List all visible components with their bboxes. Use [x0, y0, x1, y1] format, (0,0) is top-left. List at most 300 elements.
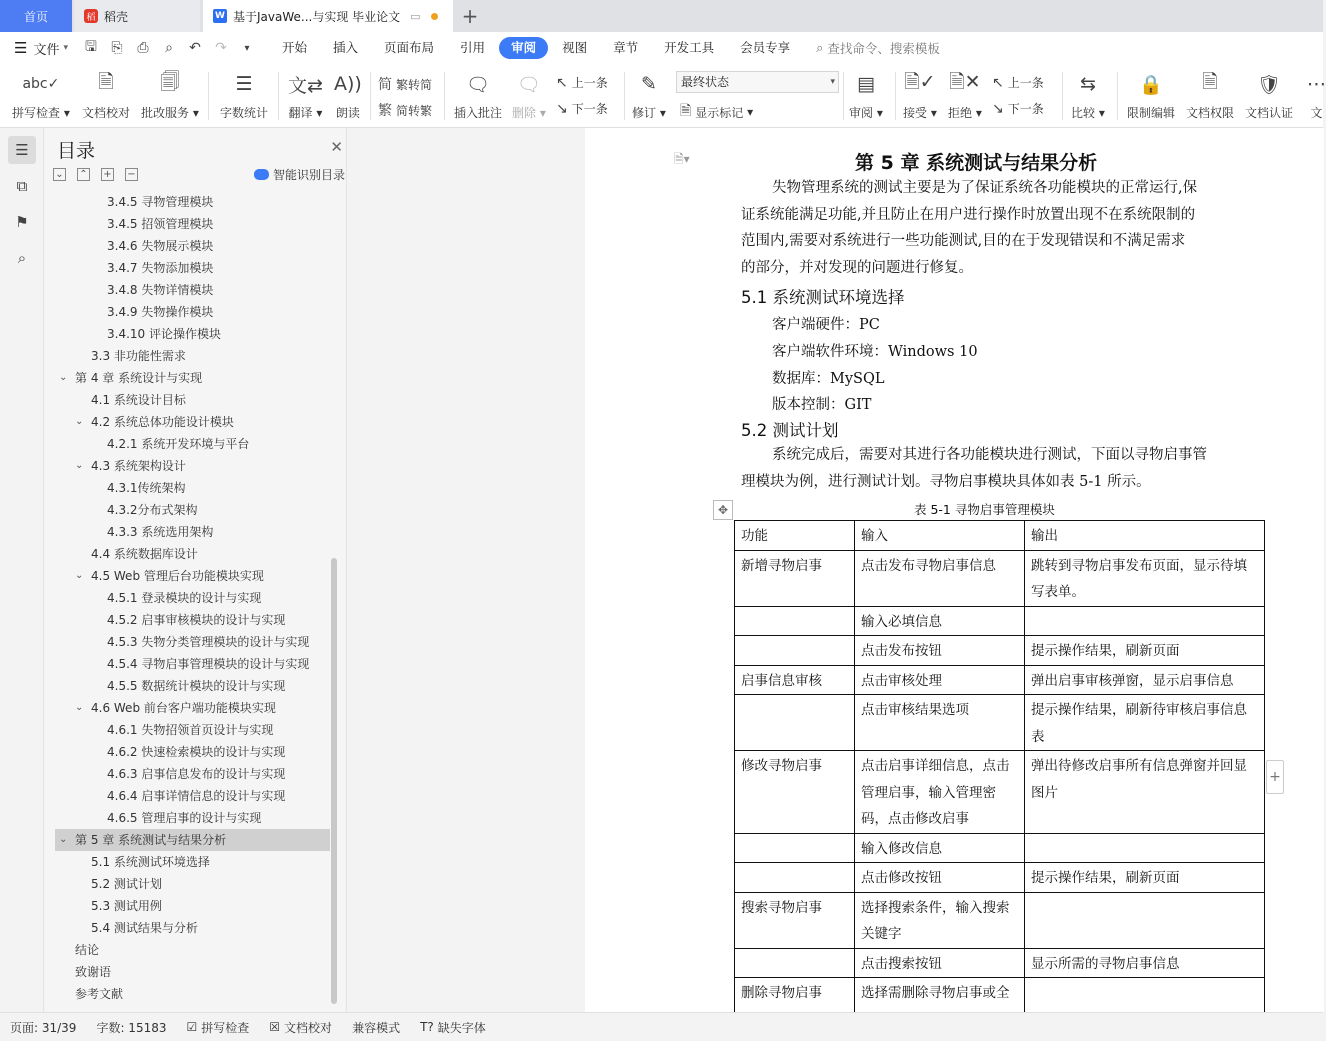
- table-cell[interactable]: 输入必填信息: [855, 606, 1025, 636]
- command-search-placeholder: 查找命令、搜索模板: [827, 41, 940, 56]
- menu-tab-view[interactable]: 视图: [562, 40, 588, 55]
- tab-home[interactable]: [0, 0, 72, 32]
- tab-daoke-label: 稻壳: [104, 9, 129, 24]
- toc-item-label: 4.5.2 启事审核模块的设计与实现: [107, 613, 286, 627]
- spell-check-icon: abc✓: [22, 76, 60, 92]
- menu-tab-references[interactable]: 引用: [460, 40, 486, 55]
- trad-to-simp-label: 繁转简: [396, 77, 433, 92]
- table-row: [735, 751, 1265, 834]
- next-change-icon: ↘: [992, 100, 1004, 117]
- toc-item-label: 第 4 章 系统设计与实现: [75, 371, 203, 385]
- table-row: [735, 892, 1265, 948]
- add-panel-button[interactable]: +: [1266, 760, 1284, 794]
- toc-item[interactable]: [45, 213, 330, 235]
- chevron-down-icon[interactable]: ⌄: [75, 702, 84, 713]
- prev-change-button[interactable]: [992, 74, 1044, 91]
- toc-item[interactable]: [45, 587, 330, 609]
- print-preview-icon[interactable]: ⌕: [165, 40, 173, 56]
- spell-check-status[interactable]: [187, 1019, 250, 1036]
- toc-item-label: 5.3 测试用例: [91, 899, 162, 913]
- add-heading-icon[interactable]: +: [101, 168, 114, 181]
- show-markup-icon: 🗎: [680, 103, 692, 119]
- table-cell[interactable]: [735, 695, 855, 751]
- intro-line: 证系统能满足功能,并且防止在用户进行操作时放置出现不在系统限制的: [741, 206, 1196, 223]
- batch-service-icon: 🗐: [160, 71, 180, 93]
- remove-heading-icon[interactable]: −: [125, 168, 138, 181]
- toc-item[interactable]: [45, 499, 330, 521]
- reject-icon: 🗎✕: [949, 71, 981, 93]
- toc-scrollbar[interactable]: [331, 558, 337, 1004]
- toc-item[interactable]: [45, 631, 330, 653]
- compare-button[interactable]: ⇆ 比较 ▾: [1071, 70, 1105, 121]
- ribbon-divider: [624, 72, 625, 120]
- toc-item[interactable]: [45, 257, 330, 279]
- toc-item[interactable]: [45, 873, 330, 895]
- doc-proofread-button[interactable]: [82, 70, 130, 121]
- trad-simp-icon: 简: [378, 77, 392, 93]
- translate-button[interactable]: 文⇄ 翻译 ▾: [288, 70, 323, 121]
- toc-item[interactable]: [45, 411, 330, 433]
- table-caption: 表 5-1 寻物启事管理模块: [914, 502, 1055, 517]
- toc-item-label: 参考文献: [75, 987, 124, 1001]
- review-pane-button[interactable]: ▤ 审阅 ▾: [849, 70, 883, 121]
- ribbon-divider: [208, 72, 209, 120]
- toc-item[interactable]: [45, 345, 330, 367]
- export-pdf-icon[interactable]: ⎘: [111, 40, 123, 56]
- doc-certify-button[interactable]: [1245, 70, 1293, 121]
- menu-bar: [0, 32, 1323, 64]
- toc-item-label: 4.6.4 启事详情信息的设计与实现: [107, 789, 286, 803]
- chevron-down-icon[interactable]: ⌄: [59, 834, 68, 845]
- undo-icon[interactable]: ↶: [189, 40, 201, 56]
- save-icon[interactable]: 🖫: [85, 39, 97, 55]
- toc-item-label: 致谢语: [75, 965, 112, 979]
- toc-item[interactable]: [45, 741, 330, 763]
- toc-item-label: 3.4.8 失物详情模块: [107, 283, 214, 297]
- markup-state-select[interactable]: [676, 71, 839, 93]
- table-cell[interactable]: [735, 948, 855, 978]
- writer-doc-icon: W: [213, 9, 227, 23]
- ribbon-divider: [843, 72, 844, 120]
- window-mode-icon[interactable]: ▭: [410, 9, 421, 23]
- prev-comment-button[interactable]: [556, 74, 608, 91]
- table-cell[interactable]: 点击搜索按钮: [855, 948, 1025, 978]
- permission-icon: 🗎: [1202, 71, 1218, 93]
- plan-line: 理模块为例，进行测试计划。寻物启事模块具体如表 5-1 所示。: [741, 473, 1151, 490]
- toc-item[interactable]: [45, 609, 330, 631]
- restrict-editing-button[interactable]: [1127, 70, 1175, 121]
- next-comment-label: 下一条: [571, 102, 608, 116]
- smart-toc-button[interactable]: [254, 166, 345, 183]
- toc-item[interactable]: [45, 455, 330, 477]
- more-ribbon-label: 文: [1310, 106, 1323, 120]
- simp-to-trad-button[interactable]: [378, 100, 432, 120]
- toc-item[interactable]: [45, 389, 330, 411]
- toc-item-label: 4.1 系统设计目标: [91, 393, 186, 407]
- translate-label: 翻译: [288, 106, 313, 120]
- toc-item-label: 4.5.3 失物分类管理模块的设计与实现: [107, 635, 310, 649]
- toc-item[interactable]: [45, 697, 330, 719]
- toc-item-label: 4.3.2分布式架构: [107, 503, 198, 517]
- toc-item-label: 5.4 测试结果与分析: [91, 921, 198, 935]
- certify-icon: 🛡: [1256, 73, 1282, 96]
- hamburger-icon: ☰: [14, 39, 28, 57]
- delete-comment-button[interactable]: 🗨 删除 ▾: [512, 70, 546, 121]
- table-cell[interactable]: [735, 833, 855, 863]
- ribbon-divider: [444, 72, 445, 120]
- toc-item[interactable]: [45, 895, 330, 917]
- table-cell[interactable]: 新增寻物启事: [735, 550, 855, 606]
- table-cell[interactable]: [1025, 892, 1265, 948]
- toc-item-label: 4.2 系统总体功能设计模块: [91, 415, 234, 429]
- table-cell[interactable]: 提示操作结果，刷新页面: [1025, 863, 1265, 893]
- table-row: [735, 833, 1265, 863]
- spell-check-label: 拼写检查: [12, 106, 61, 120]
- font-warning-icon: T?: [420, 1020, 434, 1034]
- smart-toc-label: 智能识别目录: [272, 168, 345, 182]
- table-header-cell[interactable]: 输出: [1025, 521, 1265, 551]
- next-comment-icon: ↘: [556, 100, 568, 117]
- test-plan-table[interactable]: [734, 520, 1265, 1034]
- toc-item[interactable]: [45, 433, 330, 455]
- toc-title: 目录: [57, 140, 96, 162]
- table-cell[interactable]: 选择搜索条件，输入搜索关键字: [855, 892, 1025, 948]
- toc-item-label: 4.6.3 启事信息发布的设计与实现: [107, 767, 286, 781]
- doc-certify-label: 文档认证: [1245, 106, 1294, 120]
- prev-change-icon: ↖: [992, 74, 1004, 91]
- markup-state-value: 最终状态: [681, 75, 730, 89]
- toc-item[interactable]: [45, 983, 330, 1005]
- tab-document-label: 基于JavaWe...与实现 毕业论文: [233, 9, 401, 24]
- ribbon-divider: [1062, 72, 1063, 120]
- toc-item[interactable]: [45, 191, 330, 213]
- prev-comment-label: 上一条: [571, 76, 608, 90]
- table-cell[interactable]: 点击启事详细信息，点击管理启事，输入管理密码，点击修改启事: [855, 751, 1025, 834]
- doc-permission-label: 文档权限: [1186, 106, 1235, 120]
- menu-tab-developer[interactable]: 开发工具: [664, 40, 715, 55]
- new-tab-button[interactable]: +: [461, 4, 479, 28]
- daoke-logo-icon: 稻: [84, 9, 98, 23]
- toc-item-label: 3.4.6 失物展示模块: [107, 239, 214, 253]
- table-cell[interactable]: 提示操作结果，刷新页面: [1025, 636, 1265, 666]
- env-line: 版本控制：GIT: [772, 397, 872, 413]
- toc-item[interactable]: [45, 367, 330, 389]
- checkbox-icon: ☑: [186, 1020, 198, 1034]
- chapter-nav-icon[interactable]: ⧉: [16, 177, 28, 195]
- toc-item[interactable]: [45, 961, 330, 983]
- unsaved-dot-icon: [431, 13, 438, 20]
- track-changes-label: 修订: [632, 106, 657, 120]
- table-header-cell[interactable]: 输入: [855, 521, 1025, 551]
- intro-line: 范围内,需要对系统进行一些功能测试,目的在于发现错误和不满足需求: [741, 233, 1186, 250]
- prev-change-label: 上一条: [1007, 76, 1044, 90]
- print-icon[interactable]: ⎙: [137, 40, 149, 56]
- table-row: [735, 948, 1265, 978]
- robot-icon: [254, 169, 269, 180]
- table-row: [735, 695, 1265, 751]
- compat-mode-indicator: 兼容模式: [352, 1020, 401, 1035]
- insert-comment-button[interactable]: [454, 70, 502, 121]
- toc-item[interactable]: [45, 851, 330, 873]
- toc-item-label: 3.3 非功能性需求: [91, 349, 186, 363]
- reject-button[interactable]: 🗎✕ 拒绝 ▾: [948, 71, 982, 120]
- read-aloud-button[interactable]: [334, 70, 362, 121]
- collapse-all-icon[interactable]: ⌃: [77, 168, 90, 181]
- trad-to-simp-button[interactable]: [378, 74, 432, 94]
- accept-button[interactable]: 🗎✓ 接受 ▾: [903, 71, 937, 120]
- batch-service-label: 批改服务: [141, 106, 190, 120]
- toc-item-label: 4.5.4 寻物启事管理模块的设计与实现: [107, 657, 310, 671]
- simp-trad-icon: 繁: [378, 103, 392, 119]
- spell-check-status-label: 拼写检查: [201, 1020, 250, 1035]
- compare-label: 比较: [1071, 106, 1096, 120]
- table-cell[interactable]: 跳转到寻物启事发布页面，显示待填写表单。: [1025, 550, 1265, 606]
- toc-item-label: 4.6.2 快速检索模块的设计与实现: [107, 745, 286, 759]
- command-search[interactable]: [816, 39, 940, 57]
- toc-item-label: 3.4.10 评论操作模块: [107, 327, 221, 341]
- chevron-down-icon[interactable]: ⌄: [75, 460, 84, 471]
- quick-access-toolbar: [82, 36, 256, 60]
- paragraph-menu-icon[interactable]: 🗎▾: [674, 152, 690, 166]
- env-line: 客户端软件环境：Windows 10: [772, 344, 978, 360]
- ribbon-divider: [370, 72, 371, 120]
- toc-item-label: 4.2.1 系统开发环境与平台: [107, 437, 250, 451]
- toc-item[interactable]: [45, 939, 330, 961]
- table-cell[interactable]: 弹出待修改启事所有信息弹窗并回显图片: [1025, 751, 1265, 834]
- show-markup-label: 显示标记: [695, 105, 744, 120]
- tab-document[interactable]: [203, 0, 453, 32]
- review-pane-label: 审阅: [849, 106, 874, 120]
- intro-line: 的部分，并对发现的问题进行修复。: [741, 260, 973, 277]
- proofread-icon: 🗎: [98, 71, 114, 93]
- word-count-indicator[interactable]: 字数: 15183: [96, 1020, 167, 1035]
- table-cell[interactable]: 点击修改按钮: [855, 863, 1025, 893]
- toc-panel: [45, 128, 345, 1012]
- toc-item-label: 4.3 系统架构设计: [91, 459, 186, 473]
- expand-all-icon[interactable]: ⌄: [53, 168, 66, 181]
- review-ribbon: [0, 64, 1326, 128]
- toc-item-label: 4.6.5 管理启事的设计与实现: [107, 811, 262, 825]
- section-heading: 5.2 测试计划: [741, 421, 839, 440]
- table-cell[interactable]: 点击审核结果选项: [855, 695, 1025, 751]
- table-cell[interactable]: 删除寻物启事: [735, 978, 855, 1034]
- insert-comment-label: 插入批注: [454, 106, 503, 120]
- table-header-cell[interactable]: 功能: [735, 521, 855, 551]
- toc-item-label: 4.5 Web 管理后台功能模块实现: [91, 569, 264, 583]
- accept-icon: 🗎✓: [904, 71, 936, 93]
- status-bar: [0, 1012, 1323, 1041]
- table-cell[interactable]: 输入修改信息: [855, 833, 1025, 863]
- menu-tab-review[interactable]: 审阅: [499, 37, 548, 59]
- toc-item[interactable]: [45, 323, 330, 345]
- toc-item[interactable]: [45, 917, 330, 939]
- more-ribbon-button[interactable]: [1307, 70, 1326, 121]
- toc-item[interactable]: [45, 763, 330, 785]
- toc-item-label: 4.3.3 系统选用架构: [107, 525, 214, 539]
- toc-item-label: 5.1 系统测试环境选择: [91, 855, 210, 869]
- toc-item[interactable]: [45, 565, 330, 587]
- chevron-down-icon: ▾: [830, 77, 835, 87]
- chapter-title: 第 5 章 系统测试与结果分析: [855, 152, 1098, 174]
- toc-item-label: 4.6.1 失物招领首页设计与实现: [107, 723, 274, 737]
- ribbon-divider: [278, 72, 279, 120]
- toc-item[interactable]: [45, 675, 330, 697]
- menu-tab-start[interactable]: 开始: [282, 40, 308, 55]
- compare-icon: ⇆: [1079, 73, 1096, 95]
- batch-service-button[interactable]: 🗐 批改服务 ▾: [141, 71, 199, 120]
- next-comment-button[interactable]: [556, 100, 608, 117]
- restrict-editing-label: 限制编辑: [1127, 106, 1176, 120]
- toc-item-label: 4.5.1 登录模块的设计与实现: [107, 591, 262, 605]
- page-indicator[interactable]: 页面: 31/39: [10, 1020, 77, 1035]
- toc-item-label: 4.6 Web 前台客户端功能模块实现: [91, 701, 276, 715]
- toc-item-label: 3.4.7 失物添加模块: [107, 261, 214, 275]
- toc-list: [45, 191, 337, 1007]
- env-line: 客户端硬件：PC: [772, 317, 880, 333]
- table-cell[interactable]: 选择需删除寻物启事或全: [855, 978, 1025, 1034]
- customize-quick-icon[interactable]: ▾: [244, 42, 250, 54]
- review-pane-icon: ▤: [856, 73, 875, 95]
- plan-line: 系统完成后，需要对其进行各功能模块进行测试，下面以寻物启事管: [772, 447, 1207, 463]
- tab-daoke[interactable]: [74, 0, 200, 32]
- doc-permission-button[interactable]: [1186, 70, 1234, 121]
- table-cell[interactable]: 修改寻物启事: [735, 751, 855, 834]
- toc-item-label: 3.4.9 失物操作模块: [107, 305, 214, 319]
- table-cell[interactable]: [735, 606, 855, 636]
- tab-home-label: 首页: [23, 9, 48, 24]
- file-menu[interactable]: [14, 39, 68, 58]
- word-count-button[interactable]: [220, 70, 268, 121]
- word-count-icon: ☰: [235, 73, 253, 95]
- table-cell[interactable]: [735, 636, 855, 666]
- tab-bar: [0, 0, 1323, 32]
- ribbon-divider: [895, 72, 896, 120]
- table-row: [735, 606, 1265, 636]
- menu-tab-layout[interactable]: 页面布局: [384, 40, 435, 55]
- table-row: [735, 863, 1265, 893]
- toc-item-label: 3.4.5 招领管理模块: [107, 217, 214, 231]
- intro-line: 失物管理系统的测试主要是为了保证系统各功能模块的正常运行,保: [772, 180, 1198, 196]
- lock-icon: 🔒: [1139, 73, 1163, 96]
- plan-paragraph: [741, 442, 1251, 495]
- menu-tab-insert[interactable]: 插入: [333, 40, 359, 55]
- toc-item-label: 3.4.5 寻物管理模块: [107, 195, 214, 209]
- menu-tab-member[interactable]: 会员专享: [740, 40, 791, 55]
- missing-font-button[interactable]: [420, 1019, 486, 1036]
- toc-item[interactable]: [45, 807, 330, 829]
- table-cell[interactable]: 提示操作结果，刷新待审核启事信息表: [1025, 695, 1265, 751]
- toc-item[interactable]: [45, 235, 330, 257]
- table-cell[interactable]: 点击发布按钮: [855, 636, 1025, 666]
- section-heading: 5.1 系统测试环境选择: [741, 288, 905, 307]
- show-markup-button[interactable]: 🗎 显示标记 ▾: [680, 100, 753, 124]
- menu-tabs: [270, 37, 804, 59]
- delete-comment-icon: 🗨: [516, 73, 541, 96]
- word-count-label: 字数统计: [220, 106, 269, 120]
- proofread-status[interactable]: [269, 1019, 332, 1036]
- nav-icon-strip: [0, 128, 44, 1012]
- table-cell[interactable]: [1025, 606, 1265, 636]
- toc-item-label: 第 5 章 系统测试与结果分析: [75, 833, 227, 847]
- table-cell[interactable]: 显示所需的寻物启事信息: [1025, 948, 1265, 978]
- table-cell[interactable]: [1025, 833, 1265, 863]
- simp-to-trad-label: 简转繁: [396, 103, 433, 118]
- chevron-down-icon: ▾: [63, 43, 68, 53]
- table-move-handle-icon[interactable]: ✥: [713, 500, 733, 520]
- table-cell[interactable]: 点击发布寻物启事信息: [855, 550, 1025, 606]
- table-cell[interactable]: [735, 863, 855, 893]
- table-row: [735, 636, 1265, 666]
- toc-item-label: 结论: [75, 943, 100, 957]
- toc-item[interactable]: [45, 477, 330, 499]
- track-changes-button[interactable]: ✎ 修订 ▾: [632, 70, 666, 121]
- chevron-down-icon[interactable]: ⌄: [75, 570, 84, 581]
- chevron-down-icon[interactable]: ⌄: [59, 372, 68, 383]
- read-aloud-label: 朗读: [335, 106, 360, 120]
- menu-tab-chapter[interactable]: 章节: [613, 40, 639, 55]
- reject-label: 拒绝: [948, 106, 973, 120]
- spell-check-button[interactable]: abc✓ 拼写检查 ▾: [12, 70, 70, 121]
- toc-item[interactable]: [45, 543, 330, 565]
- toc-item[interactable]: [45, 653, 330, 675]
- read-aloud-icon: A)): [334, 73, 362, 95]
- prev-comment-icon: ↖: [556, 74, 568, 91]
- translate-icon: 文⇄: [288, 74, 323, 97]
- accept-label: 接受: [903, 106, 928, 120]
- next-change-button[interactable]: [992, 100, 1044, 117]
- bookmark-icon[interactable]: ⚑: [15, 213, 29, 231]
- next-change-label: 下一条: [1007, 102, 1044, 116]
- toc-item[interactable]: [45, 301, 330, 323]
- chevron-down-icon[interactable]: ⌄: [75, 416, 84, 427]
- missing-font-label: 缺失字体: [437, 1020, 486, 1035]
- proofread-status-label: 文档校对: [284, 1020, 333, 1035]
- search-icon[interactable]: ⌕: [17, 249, 27, 267]
- proofread-icon: ☒: [269, 1020, 281, 1034]
- env-line: 数据库：MySQL: [772, 371, 885, 387]
- toc-item-label: 4.3.1传统架构: [107, 481, 186, 495]
- toc-item[interactable]: [45, 279, 330, 301]
- close-icon[interactable]: ✕: [330, 138, 343, 156]
- search-icon: ⌕: [816, 40, 824, 56]
- intro-paragraph: [741, 175, 1251, 282]
- table-cell[interactable]: 启事信息审核: [735, 665, 855, 695]
- toc-item[interactable]: [45, 785, 330, 807]
- redo-icon[interactable]: ↷: [215, 40, 227, 56]
- insert-comment-icon: 🗨: [465, 73, 491, 96]
- toc-panel-icon[interactable]: ☰: [8, 136, 36, 164]
- toc-item-label: 4.4 系统数据库设计: [91, 547, 198, 561]
- doc-proofread-label: 文档校对: [82, 106, 131, 120]
- more-icon: ⋯: [1307, 73, 1326, 95]
- toc-item[interactable]: [45, 719, 330, 741]
- table-row: [735, 665, 1265, 695]
- toc-item[interactable]: [55, 829, 330, 851]
- ribbon-divider: [1117, 72, 1118, 120]
- delete-comment-label: 删除: [512, 106, 537, 120]
- table-cell[interactable]: 点击审核处理: [855, 665, 1025, 695]
- table-header-row: [735, 521, 1265, 551]
- toc-item-label: 4.5.5 数据统计模块的设计与实现: [107, 679, 286, 693]
- table-row: [735, 550, 1265, 606]
- toc-item-label: 5.2 测试计划: [91, 877, 162, 891]
- toc-item[interactable]: [45, 521, 330, 543]
- toc-tools: [53, 168, 138, 181]
- table-cell[interactable]: 搜索寻物启事: [735, 892, 855, 948]
- table-cell[interactable]: 弹出启事审核弹窗，显示启事信息: [1025, 665, 1265, 695]
- file-menu-label: 文件: [33, 42, 60, 58]
- track-changes-icon: ✎: [640, 73, 657, 95]
